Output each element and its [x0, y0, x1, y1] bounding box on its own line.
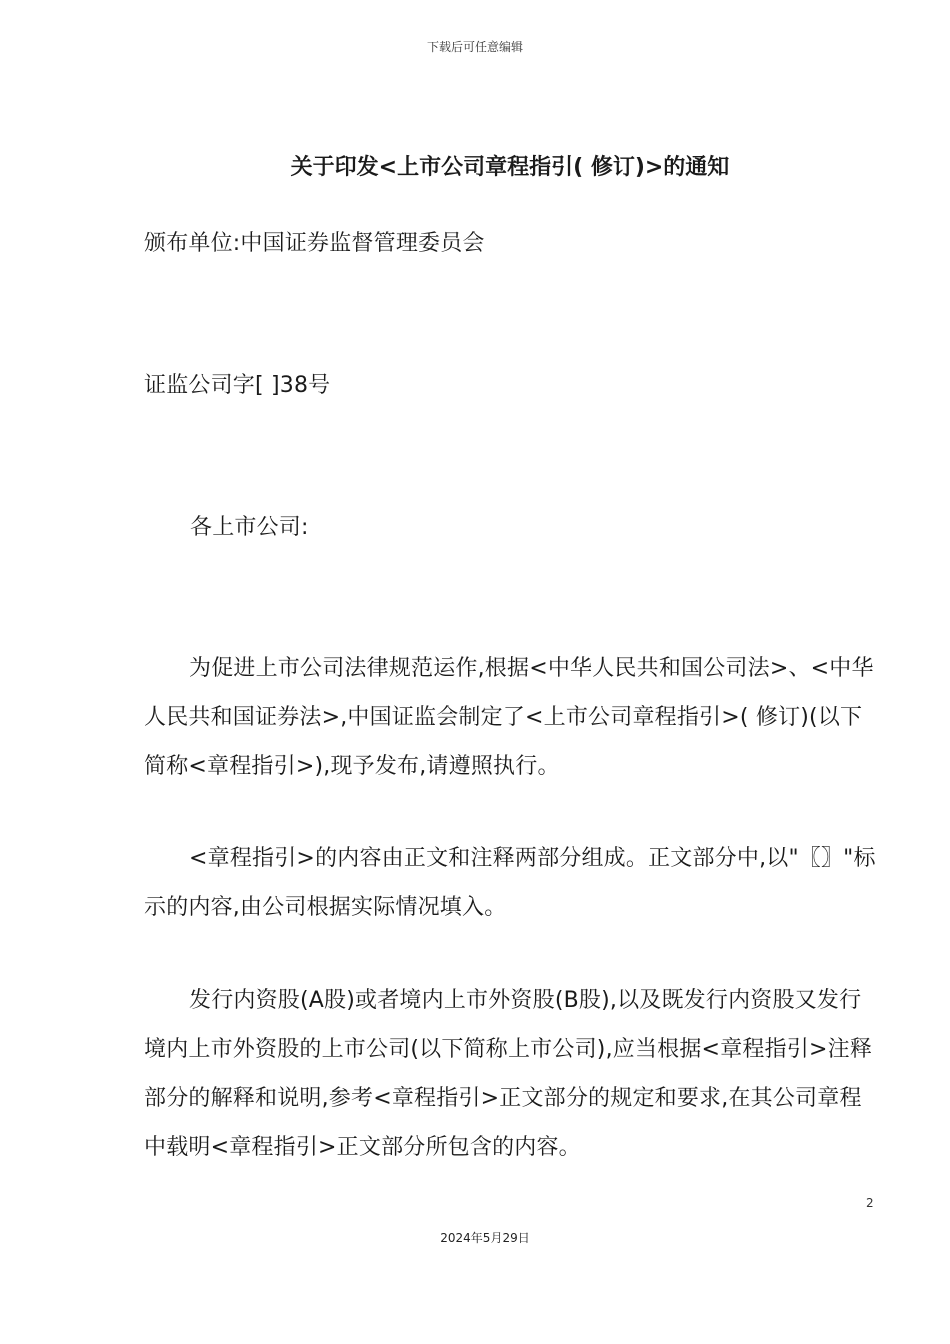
- document-number: 证监公司字[ ]38号: [144, 373, 331, 398]
- issuer-line: 颁布单位:中国证券监督管理委员会: [144, 231, 485, 256]
- footer-date: 2024年5月29日: [440, 1231, 530, 1245]
- paragraph-3: 发行内资股(A股)或者境内上市外资股(B股),以及既发行内资股又发行境内上市外资股的上市公司(以下简称上市公司),应当根据<章程指引>注释部分的解释和说明,参考<章程指引>正文部分的规定和要求,在其公司章程中载明<章程指引>正文部分所包含的内容。: [144, 988, 873, 1160]
- paragraph-1: 为促进上市公司法律规范运作,根据<中华人民共和国公司法>、<中华人民共和国证券法>,中国证监会制定了<上市公司章程指引>( 修订)(以下简称<章程指引>),现予发布,请遵照执行。: [144, 656, 874, 779]
- header-note: 下载后可任意编辑: [426, 40, 523, 54]
- document-title: 关于印发<上市公司章程指引( 修订)>的通知: [290, 155, 730, 180]
- salutation: 各上市公司:: [190, 515, 309, 540]
- paragraph-2: <章程指引>的内容由正文和注释两部分组成。正文部分中,以"〖〗"标示的内容,由公司根据实际情况填入。: [144, 846, 876, 920]
- page-number: 2: [866, 1196, 874, 1210]
